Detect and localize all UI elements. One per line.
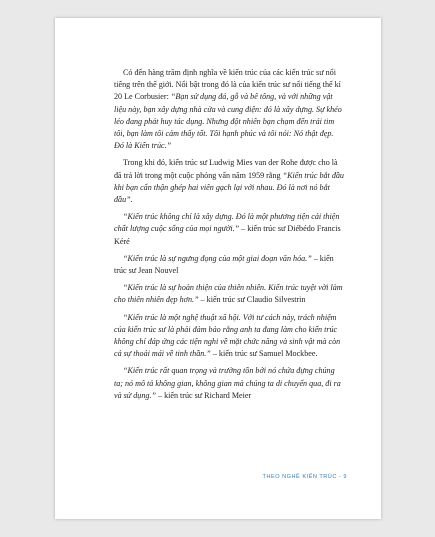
quote-kere (114, 211, 345, 248)
quote-kere-attribution: – kiến trúc sư Diébédo Francis Kéré (114, 224, 341, 246)
quote-mockbee (114, 312, 345, 361)
paragraph-2 (114, 157, 345, 206)
quote-silvestrin-attribution: – kiến trúc sư Claudio Silvestrin (198, 295, 306, 305)
page-number: 9 (343, 474, 347, 480)
quote-silvestrin (114, 282, 345, 306)
page-body (114, 67, 345, 407)
quote-nouvel (114, 253, 345, 277)
quote-meier-attribution: – kiến trúc sư Richard Meier (155, 390, 252, 400)
quote-mockbee-attribution: – kiến trúc sư Samuel Mockbee. (210, 349, 318, 359)
quote-nouvel-text: “Kiến trúc là sự ngưng đọng của một giai đoạn văn hóa.” (123, 253, 312, 263)
running-footer-title: THEO NGHỀ KIẾN TRÚC (262, 474, 337, 480)
paragraph-1 (114, 67, 345, 152)
paragraph-2-text: Trong khi đó, kiến trúc sư Ludwig Mies van der Rohe được cho là đã trả lời trong một cuộc phỏng vấn năm 1959 rằng (114, 158, 338, 180)
paragraph-2-quote: “Kiến trúc bắt đầu khi bạn cẩn thận ghép hai viên gạch lại với nhau. Đó là nơi nó bắt đầu”. (114, 170, 344, 205)
quote-silvestrin-text: “Kiến trúc là sự hoàn thiện của thiên nhiên. Kiến trúc tuyệt vời làm cho thiên nhiên đẹp hơn.” (114, 283, 343, 305)
running-footer (263, 474, 347, 480)
paragraph-1-quote: “Bạn sử dụng đá, gỗ và bê tông, và với những vật liệu này, bạn xây dựng nhà cửa và cung điện: đó là xây dựng. Sự khéo léo đang phát huy tác dụng. Nhưng đột nhiên bạn chạm đến trái tim tôi, bạn làm tôi cảm thấy tốt. Tôi hạnh phúc và tôi nói: Nó thật đẹp. Đó là Kiến trúc.” (114, 92, 342, 151)
quote-nouvel-attribution: – kiến trúc sư Jean Nouvel (114, 253, 334, 276)
quote-meier-text: “Kiến trúc rất quan trọng và trường tồn bởi nó chứa đựng chúng ta; nó mô tả không gian, không gian mà chúng ta di chuyển qua, đi ra và sử dụng.” (114, 366, 341, 400)
running-footer-separator: - (336, 474, 344, 480)
quote-meier (114, 365, 345, 402)
paragraph-1-text: Có đến hàng trăm định nghĩa về kiến trúc của các kiến trúc sư nổi tiếng trên thế giới. Nổi bật trong đó là của kiến trúc sư nổi tiếng thế kỉ 20 Le Corbusier: (114, 68, 341, 102)
book-page (55, 18, 381, 519)
quote-mockbee-text: “Kiến trúc là một nghệ thuật xã hội. Với tư cách này, trách nhiệm của kiến trúc sư là phải đảm bảo rằng anh ta đang làm cho kiến trúc không chỉ đáp ứng các tiện nghi về mặt chức năng và sinh vật mà còn cả sự thoải mái về tinh thần.” (114, 312, 341, 359)
quote-kere-text: “Kiến trúc không chỉ là xây dựng. Đó là một phương tiện cải thiện chất lượng cuộc sống của mọi người.” (114, 212, 340, 234)
